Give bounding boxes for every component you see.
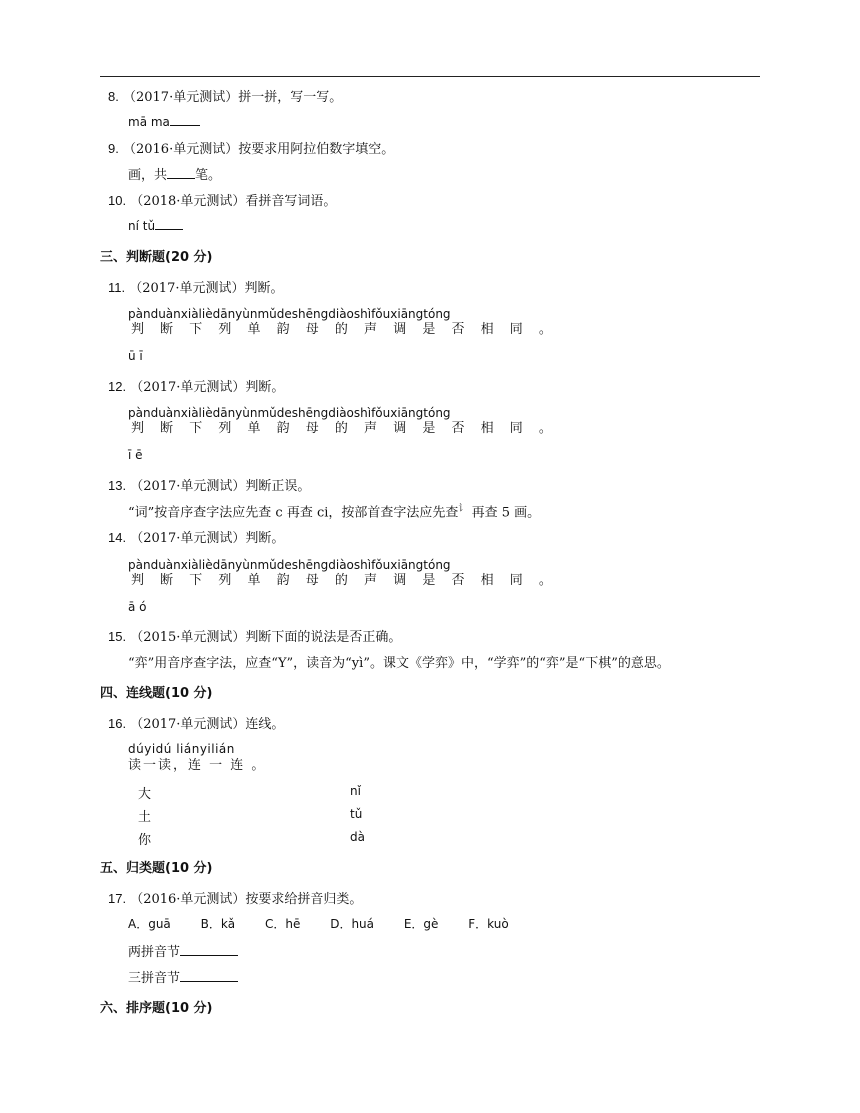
question-10-body (128, 217, 183, 234)
section-heading-3: 三、判断题(20 分) (100, 250, 213, 265)
prompt-text: 画，共 (128, 168, 168, 183)
match-right-2[interactable]: tǔ (350, 807, 363, 821)
statement-text: “词”按音序查字法应先查 c 再查 ci，按部首查字法应先查 (128, 505, 459, 521)
hanzi-line: 判 断 下 列 单 韵 母 的 声 调 是 否 相 同 。 (131, 573, 558, 588)
question-10 (108, 190, 336, 209)
match-right-3[interactable]: dà (350, 830, 365, 844)
question-number: 14. (108, 530, 127, 545)
answer-blank[interactable] (180, 969, 238, 982)
section-heading-5: 五、归类题(10 分) (100, 861, 213, 876)
statement-text-suffix: 再查 5 画。 (467, 505, 541, 521)
question-number: 8. (108, 89, 119, 104)
question-number: 15. (108, 629, 127, 644)
question-number: 17. (108, 891, 127, 906)
question-text: （2017·单元测试）判断。 (130, 380, 285, 395)
hanzi-line: 判 断 下 列 单 韵 母 的 声 调 是 否 相 同 。 (131, 322, 558, 337)
prompt-text-suffix: 笔。 (195, 168, 222, 183)
question-number: 16. (108, 716, 127, 731)
header-rule (100, 76, 760, 77)
question-12 (108, 376, 284, 395)
question-8 (108, 86, 342, 105)
option-e: E．gè (403, 917, 439, 931)
match-left-3[interactable]: 你 (138, 833, 152, 848)
question-text: （2017·单元测试）判断正误。 (130, 479, 311, 494)
question-number: 11. (108, 280, 126, 295)
question-17 (108, 888, 362, 907)
pinyin-prompt: ní tǔ (128, 219, 156, 233)
pinyin-line: pànduànxiàlièdānyùnmǔdeshēngdiàoshìfǒuxiāngtóng (128, 558, 451, 572)
question-text: （2018·单元测试）看拼音写词语。 (130, 194, 337, 209)
question-16 (108, 713, 284, 732)
pinyin-line: pànduànxiàlièdānyùnmǔdeshēngdiàoshìfǒuxiāngtóng (128, 406, 451, 420)
question-14 (108, 527, 284, 546)
question-text: （2016·单元测试）按要求用阿拉伯数字填空。 (122, 142, 395, 157)
pinyin-line: dúyidú liányilián (128, 742, 235, 756)
option-a: A．guā (128, 917, 171, 931)
option-f: F．kuò (468, 917, 509, 931)
pinyin-prompt: mā ma (128, 115, 170, 129)
vowel-items: ū ī (128, 349, 143, 363)
option-b: B．kǎ (200, 917, 236, 931)
section-heading-6: 六、排序题(10 分) (100, 1001, 213, 1016)
option-d: D．huá (330, 917, 375, 931)
radical-glyph: 讠 (458, 504, 468, 514)
question-9-body (128, 164, 221, 183)
question-text: （2017·单元测试）拼一拼，写一写。 (122, 90, 343, 105)
category-label: 两拼音节 (128, 945, 181, 960)
question-13-body (128, 501, 540, 520)
question-11 (108, 277, 283, 296)
answer-blank[interactable] (155, 217, 183, 230)
question-13 (108, 475, 310, 494)
hanzi-line: 判 断 下 列 单 韵 母 的 声 调 是 否 相 同 。 (131, 421, 558, 436)
answer-blank[interactable] (180, 943, 238, 956)
question-text: （2017·单元测试）连线。 (130, 717, 285, 732)
question-number: 9. (108, 141, 119, 156)
pinyin-line: pànduànxiàlièdānyùnmǔdeshēngdiàoshìfǒuxiāngtóng (128, 307, 451, 321)
question-9 (108, 138, 394, 157)
question-number: 13. (108, 478, 127, 493)
hanzi-line: 读一读，连 一 连 。 (128, 758, 267, 773)
question-text: （2017·单元测试）判断。 (130, 531, 285, 546)
option-c: C．hē (265, 917, 301, 931)
question-text: （2015·单元测试）判断下面的说法是否正确。 (130, 630, 402, 645)
answer-blank[interactable] (167, 166, 195, 179)
category-1 (128, 941, 238, 960)
question-text: （2016·单元测试）按要求给拼音归类。 (130, 892, 363, 907)
vowel-items: ī ē (128, 448, 143, 462)
category-label: 三拼音节 (128, 971, 181, 986)
question-8-body (128, 113, 200, 130)
question-15 (108, 626, 401, 645)
match-left-1[interactable]: 大 (138, 787, 152, 802)
match-left-2[interactable]: 土 (138, 810, 152, 825)
option-list (128, 915, 535, 932)
question-text: （2017·单元测试）判断。 (129, 281, 284, 296)
question-number: 12. (108, 379, 127, 394)
match-right-1[interactable]: nǐ (350, 784, 361, 798)
answer-blank[interactable] (170, 113, 200, 126)
section-heading-4: 四、连线题(10 分) (100, 686, 213, 701)
category-2 (128, 967, 238, 986)
question-number: 10. (108, 193, 127, 208)
vowel-items: ā ó (128, 600, 147, 614)
statement-text: “弈”用音序查字法，应查“Y”，读音为“yì”。课文《学弈》中，“学弈”的“弈”是“下棋”的意思。 (128, 656, 670, 671)
